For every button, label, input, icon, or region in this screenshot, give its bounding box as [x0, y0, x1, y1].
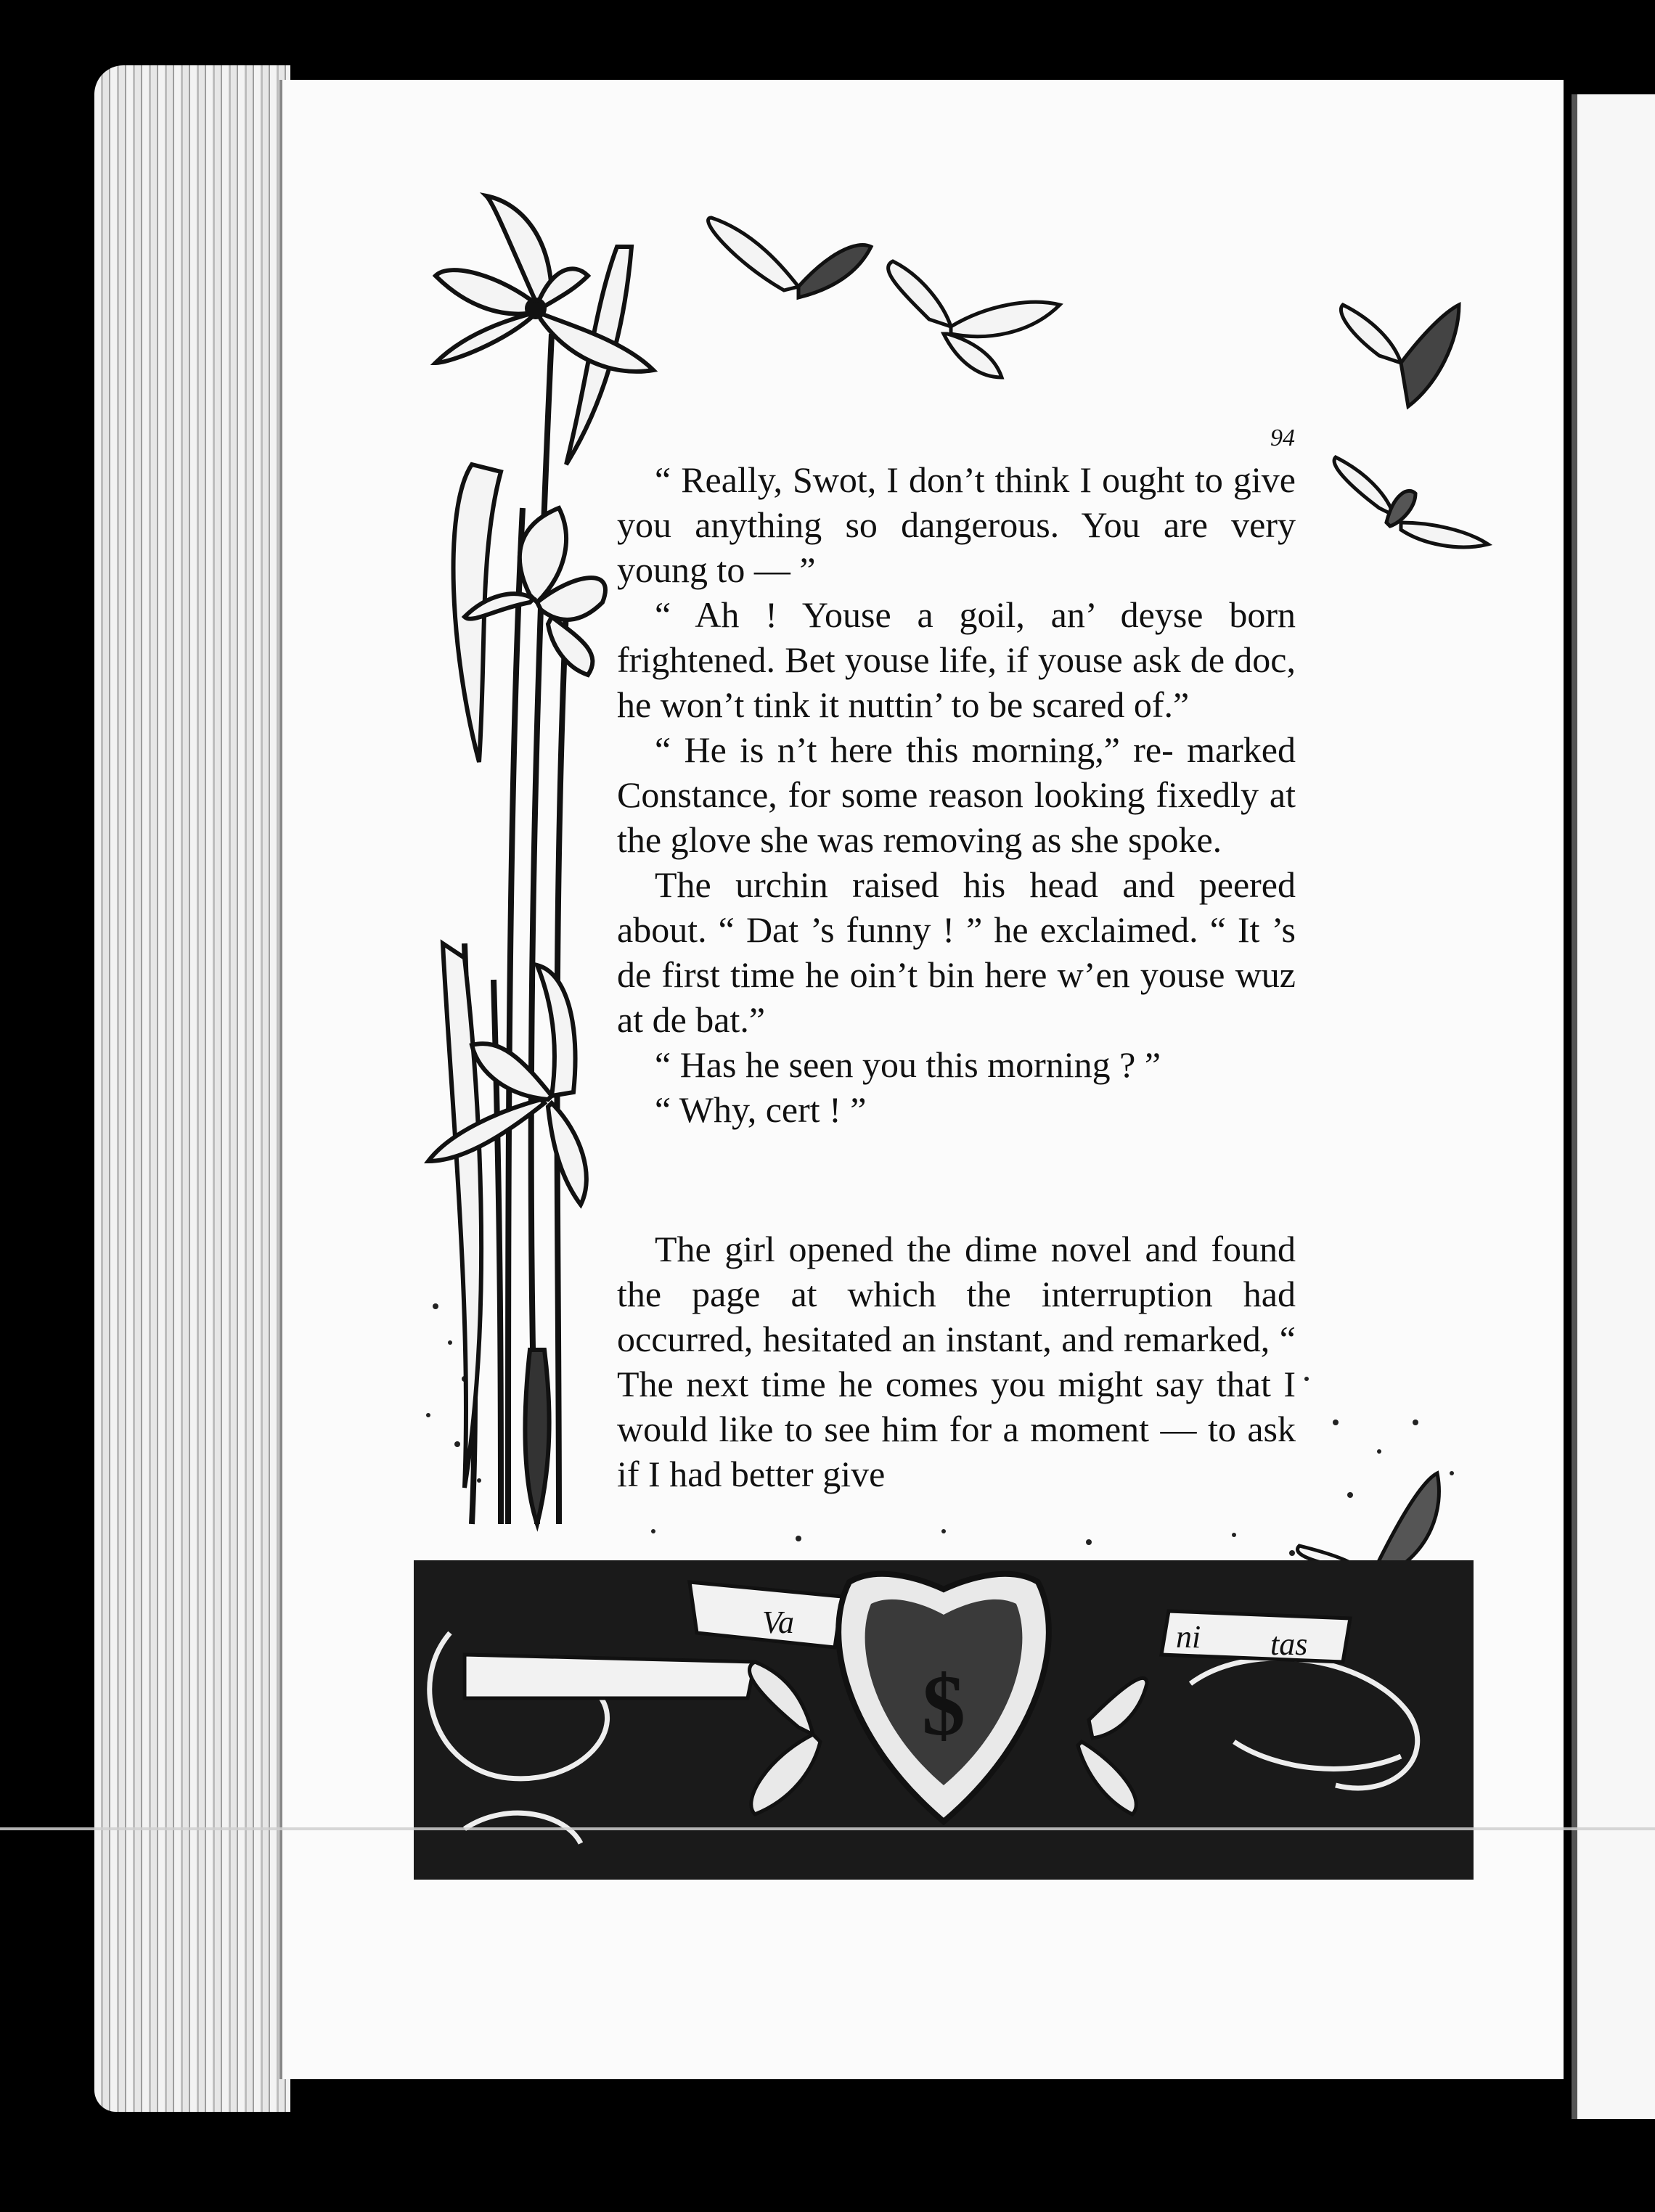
paragraph: “ He is n’t here this morning,” re- marked Constance, for some reason looking fixedly at the glove she was removing as she spoke.	[617, 729, 1296, 860]
paragraph: “ Why, cert ! ”	[655, 1089, 867, 1130]
paragraph: The urchin raised his head and peered about. “ Dat ’s funny ! ” he exclaimed. “ It ’s de first time he oin’t bin here w’en youse wuz at de bat.”	[617, 864, 1296, 1040]
scan-artifact-line	[0, 1827, 1655, 1830]
banner-letters-ni: ni	[1176, 1619, 1201, 1655]
paragraph: “ Has he seen you this morning ? ”	[655, 1044, 1161, 1085]
paragraph: The girl opened the dime novel and found the page at which the interruption had occurred, hesitated an instant, and remarked, “ The next time he comes you might say that I would like to see him for a moment — to ask if I had better give	[617, 1229, 1296, 1494]
body-text-lower	[617, 1226, 1296, 1496]
banner-letters-va: Va	[762, 1605, 794, 1640]
paragraph: “ Really, Swot, I don’t think I ought to give you anything so dangerous. You are very young to — ”	[617, 459, 1296, 590]
body-text-upper	[617, 457, 1296, 1132]
page-number: 94	[1270, 425, 1295, 451]
iris-leaves	[443, 247, 632, 1524]
paragraph: “ Ah ! Youse a goil, an’ deyse born frightened. Bet youse life, if youse ask de doc, he won’t tink it nuttin’ to be scared of.”	[617, 594, 1296, 725]
banner-letters-tas: tas	[1270, 1626, 1308, 1662]
dollar-sign-symbol: $	[922, 1657, 965, 1753]
